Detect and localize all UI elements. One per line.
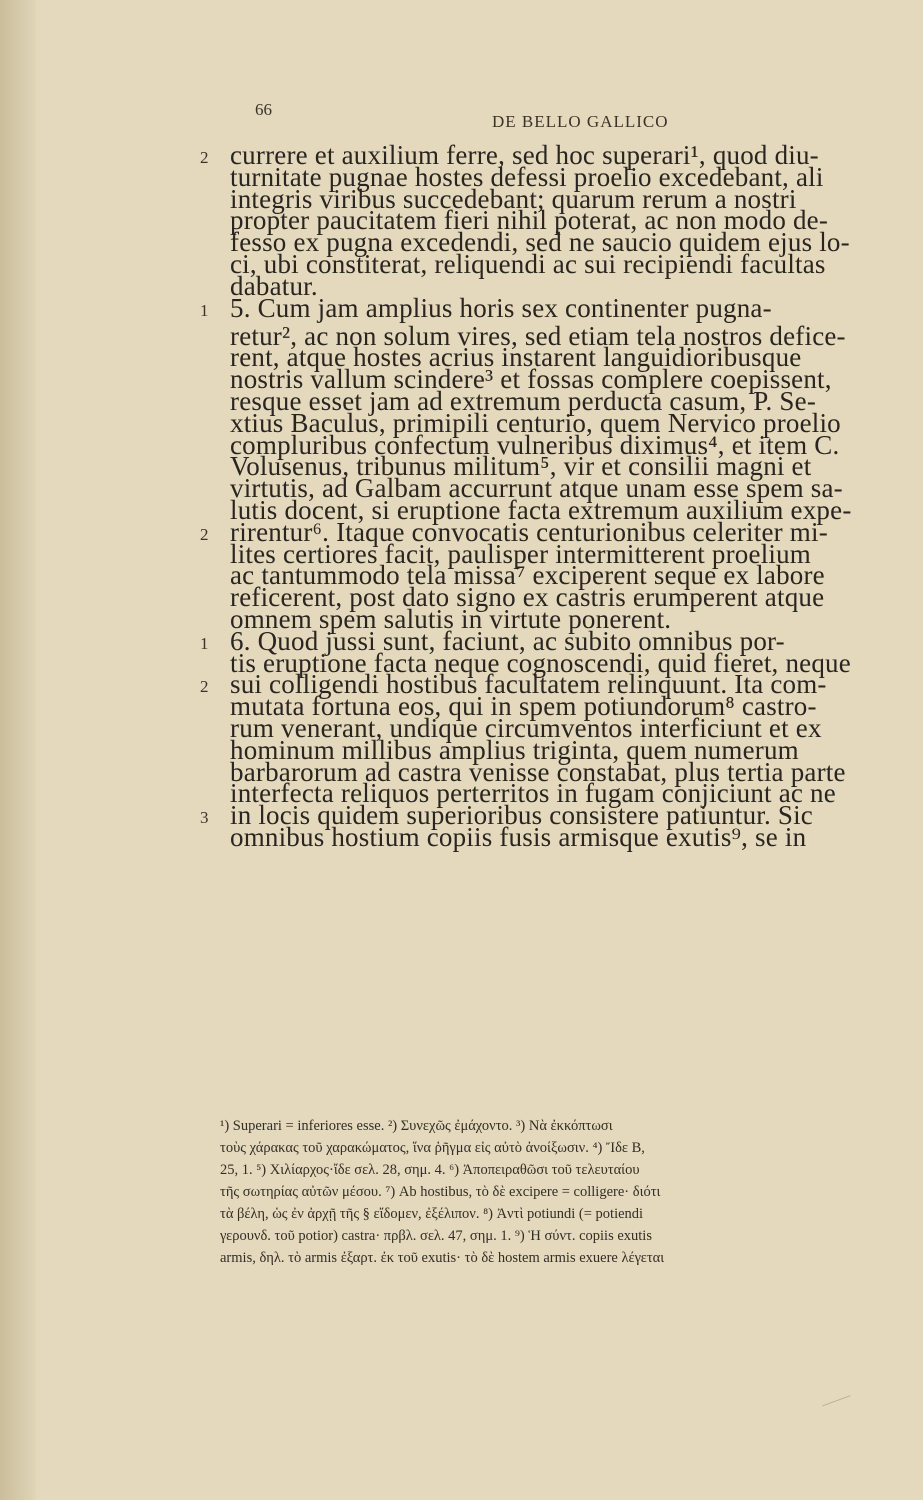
line-text: barbarorum ad castra venisse constabat, plus tertia parte [230, 756, 846, 787]
line-text: interfecta reliquos perterritos in fugam conjiciunt ac ne [230, 778, 836, 809]
line-text: omnibus hostium copiis fusis armisque exutis⁹, se in [230, 821, 807, 852]
line-text: tis eruptione facta neque cognoscendi, quid fieret, neque [230, 647, 851, 678]
footnote-line: armis, δηλ. τὸ armis ἐξαρτ. ἐκ τοῦ exutis· τὸ δὲ hostem armis exuere λέγεται [220, 1250, 665, 1266]
footnote-line: τὰ βέλη, ὡς ἐν ἀρχῇ τῆς § εἴδομεν, ἐξέλιπον. ⁸) Ἀντὶ potiundi (= potiendi [220, 1206, 644, 1222]
line-text: lites certiores facit, paulisper intermitterent proelium [230, 538, 811, 569]
line-text: ci, ubi constiterat, reliquendi ac sui recipiendi facultas [230, 248, 826, 279]
line-text: integris viribus succedebant; quarum rerum a nostri [230, 183, 797, 214]
line-text: mutata fortuna eos, qui in spem potiundorum⁸ castro- [230, 691, 817, 722]
margin-section-number: 3 [200, 808, 209, 828]
footnote-line: τοὺς χάρακας τοῦ χαρακώματος, ἵνα ῥῆγμα εἰς αὐτὸ ἀνοίξωσιν. ⁴) Ἴδε Β, [220, 1140, 645, 1156]
line-text: resque esset jam ad extremum perducta casum, P. Se- [230, 385, 817, 416]
line-text: currere et auxilium ferre, sed hoc superari¹, quod diu- [230, 140, 819, 170]
line-text: Volusenus, tribunus militum⁵, vir et consilii magni et [230, 451, 812, 482]
footnote-line: 25, 1. ⁵) Χιλίαρχος·ἴδε σελ. 28, σημ. 4. ⁶) Ἀποπειραθῶσι τοῦ τελευταίου [220, 1162, 640, 1178]
line-text: lutis docent, si eruptione facta extremum auxilium expe- [230, 494, 852, 525]
line-text: nostris vallum scindere³ et fossas complere coepissent, [230, 364, 832, 395]
line-text: omnem spem salutis in virtute ponerent. [230, 603, 672, 634]
margin-section-number: 1 [200, 633, 209, 653]
line-text: rirentur⁶. Itaque convocatis centurionibus celeriter mi- [230, 516, 828, 547]
line-text: xtius Baculus, primipili centurio, quem Nervico proelio [230, 407, 841, 438]
line-text: retur², ac non solum vires, sed etiam tela nostros defice- [230, 320, 846, 351]
line-text: rum venerant, undique circumventos interficiunt et ex [230, 712, 822, 743]
line-text: reficerent, post dato signo ex castris erumperent atque [230, 582, 825, 613]
line-text: ac tantummodo tela missa⁷ exciperent seque ex labore [230, 560, 825, 591]
line-text: turnitate pugnae hostes defessi proelio excedebant, ali [230, 161, 824, 192]
line-text: dabatur. [230, 270, 318, 301]
line-text: sui colligendi hostibus facultatem relinquunt. Ita com- [230, 669, 827, 700]
running-title: DE BELLO GALLICO [492, 112, 669, 131]
footnote-line: τῆς σωτηρίας αὐτῶν μέσου. ⁷) Ab hostibus, τὸ δὲ excipere = colligere· διότι [220, 1184, 661, 1200]
line-text: hominum millibus amplius triginta, quem numerum [230, 734, 799, 765]
line-text: in locis quidem superioribus consistere patiuntur. Sic [230, 800, 813, 831]
line-text: 6. Quod jussi sunt, faciunt, ac subito omnibus por- [230, 625, 785, 656]
text-line [230, 821, 920, 852]
main-text [200, 140, 920, 852]
margin-section-number: 2 [200, 677, 209, 697]
margin-section-number: 2 [200, 148, 209, 167]
page-mark [822, 1395, 854, 1416]
line-text: virtutis, ad Galbam accurrunt atque unam esse spem sa- [230, 473, 843, 504]
footnote-line: ¹) Superari = inferiores esse. ²) Συνεχῶς ἐμάχοντο. ³) Νὰ ἐκκόπτωσι [220, 1118, 613, 1134]
footnotes [220, 1115, 920, 1269]
margin-section-number: 1 [200, 300, 209, 320]
line-text: fesso ex pugna excedendi, sed ne saucio quidem ejus lo- [230, 227, 850, 258]
footnote-line: γερουνδ. τοῦ potior) castra· πρβλ. σελ. 47, σημ. 1. ⁹) Ἡ σύντ. copiis exutis [220, 1228, 652, 1244]
page-number: 66 [255, 100, 272, 119]
line-text: propter paucitatem fieri nihil poterat, ac non modo de- [230, 205, 829, 236]
line-text: 5. Cum jam amplius horis sex continenter pugna- [230, 292, 772, 323]
margin-section-number: 2 [200, 524, 209, 544]
line-text: compluribus confectum vulneribus diximus⁴, et item C. [230, 429, 840, 460]
binding-gutter [0, 0, 36, 1500]
line-text: rent, atque hostes acrius instarent languidioribusque [230, 342, 802, 373]
text-line [230, 248, 920, 279]
